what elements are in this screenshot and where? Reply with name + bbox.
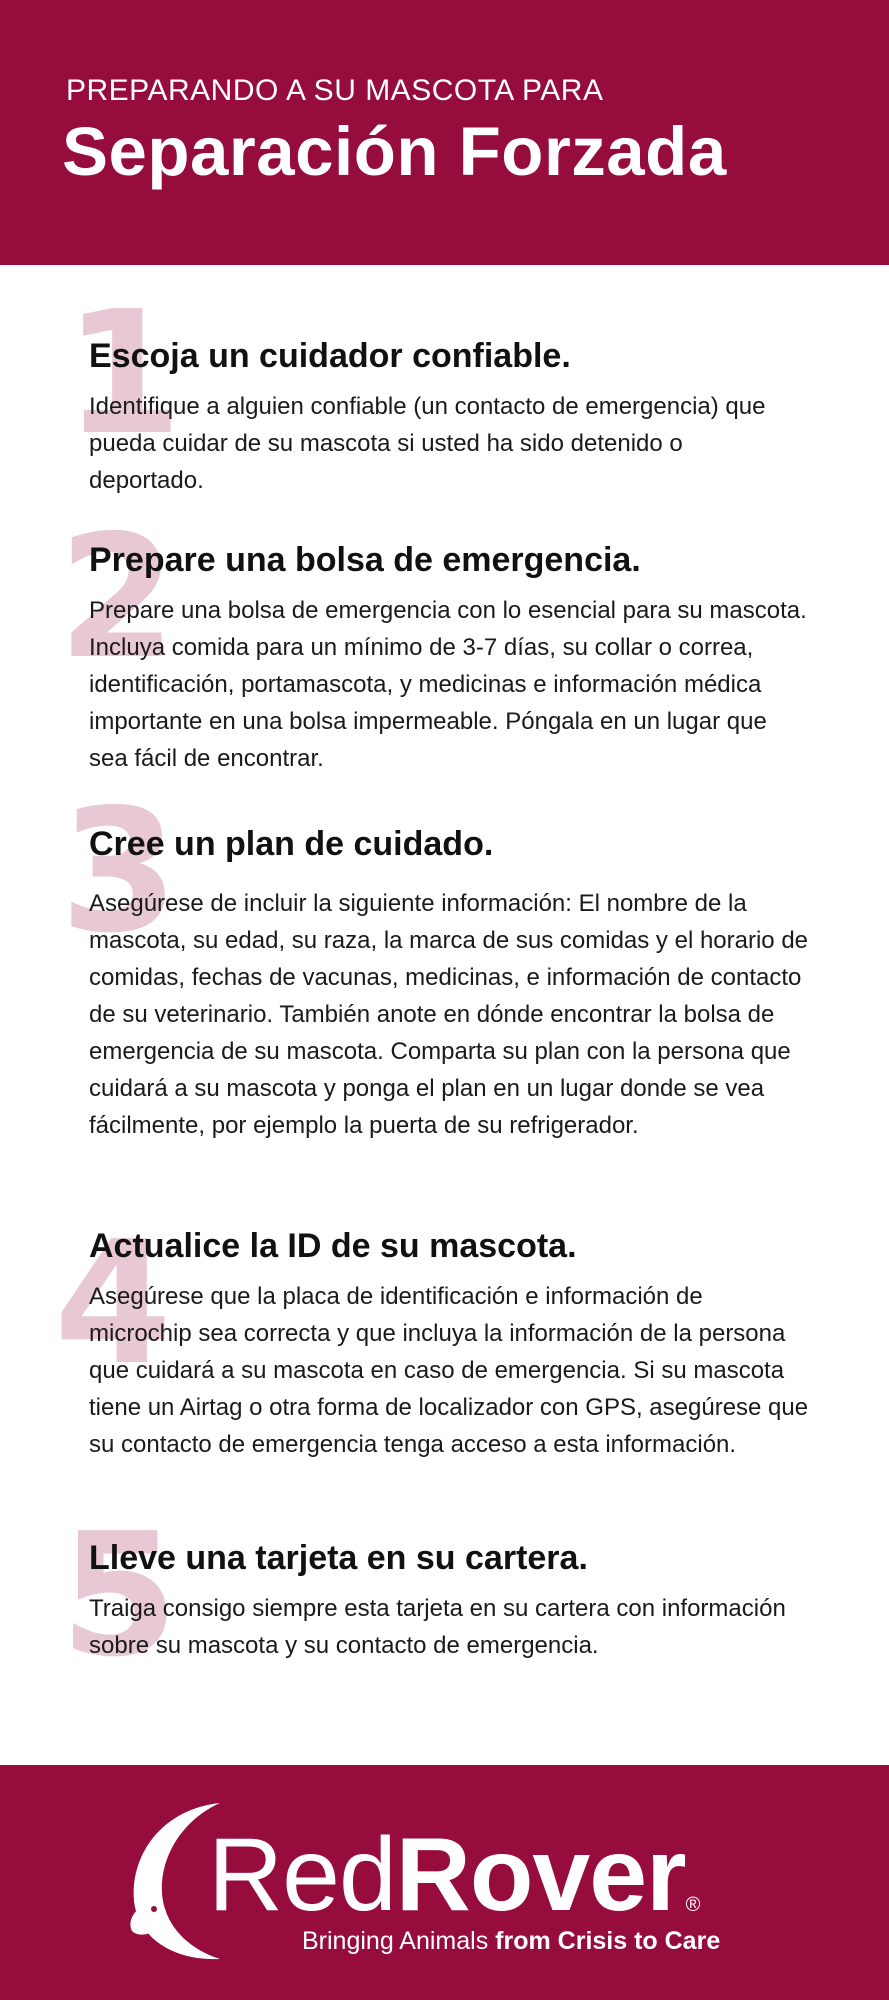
step-title: Escoja un cuidador confiable. bbox=[89, 337, 571, 375]
step-number: 1 bbox=[64, 275, 183, 473]
brand-rover: Rover bbox=[395, 1817, 686, 1933]
step-body: Identifique a alguien confiable (un contacto de emergencia) que pueda cuidar de su mascota si usted ha sido detenido o deportado. bbox=[89, 393, 766, 494]
step-body: Asegúrese que la placa de identificación e información de microchip sea correcta y que incluya la información de la persona que cuidará a su mascota en caso de emergencia. Si su mascota tiene un Airtag o otra forma de localizador con GPS, asegúrese que su contacto de emergencia tenga acceso a esta información. bbox=[89, 1283, 809, 1458]
brand-tagline bbox=[302, 1927, 720, 1956]
step-title: Actualice la ID de su mascota. bbox=[89, 1227, 577, 1265]
step-body: Asegúrese de incluir la siguiente información: El nombre de la mascota, su edad, su raza, la marca de sus comidas y el horario de comidas, fechas de vacunas, medicinas, e información de contacto de su veterinario. También anote en dónde encontrar la bolsa de emergencia de su mascota. Comparta su plan con la persona que cuidará a su mascota y ponga el plan en un lugar donde se vea fácilmente, por ejemplo la puerta de su refrigerador. bbox=[89, 890, 809, 1139]
header-pretitle: PREPARANDO A SU MASCOTA PARA bbox=[66, 74, 604, 107]
step-title: Cree un plan de cuidado. bbox=[89, 825, 494, 863]
brand-wordmark bbox=[208, 1817, 700, 1933]
brand-red: Red bbox=[208, 1817, 396, 1933]
step-number: 3 bbox=[60, 773, 179, 971]
step-number: 4 bbox=[54, 1205, 173, 1403]
tagline-bold: from Crisis to Care bbox=[495, 1927, 721, 1955]
page-header bbox=[0, 0, 889, 265]
page-footer bbox=[0, 1765, 889, 2000]
step-number: 5 bbox=[60, 1497, 179, 1695]
page-title: Separación Forzada bbox=[62, 113, 727, 190]
step-body: Prepare una bolsa de emergencia con lo esencial para su mascota. Incluya comida para un mínimo de 3-7 días, su collar o correa, identificación, portamascota, y medicinas e información médica importante en una bolsa impermeable. Póngala en un lugar que sea fácil de encontrar. bbox=[89, 597, 807, 772]
step-title: Prepare una bolsa de emergencia. bbox=[89, 541, 641, 579]
tagline-plain: Bringing Animals bbox=[302, 1927, 496, 1955]
registered-mark: ® bbox=[685, 1894, 700, 1916]
steps-list bbox=[0, 265, 889, 1765]
step-body: Traiga consigo siempre esta tarjeta en su cartera con información sobre su mascota y su contacto de emergencia. bbox=[89, 1595, 786, 1659]
step-title: Lleve una tarjeta en su cartera. bbox=[89, 1539, 588, 1577]
step-number: 2 bbox=[58, 499, 177, 697]
